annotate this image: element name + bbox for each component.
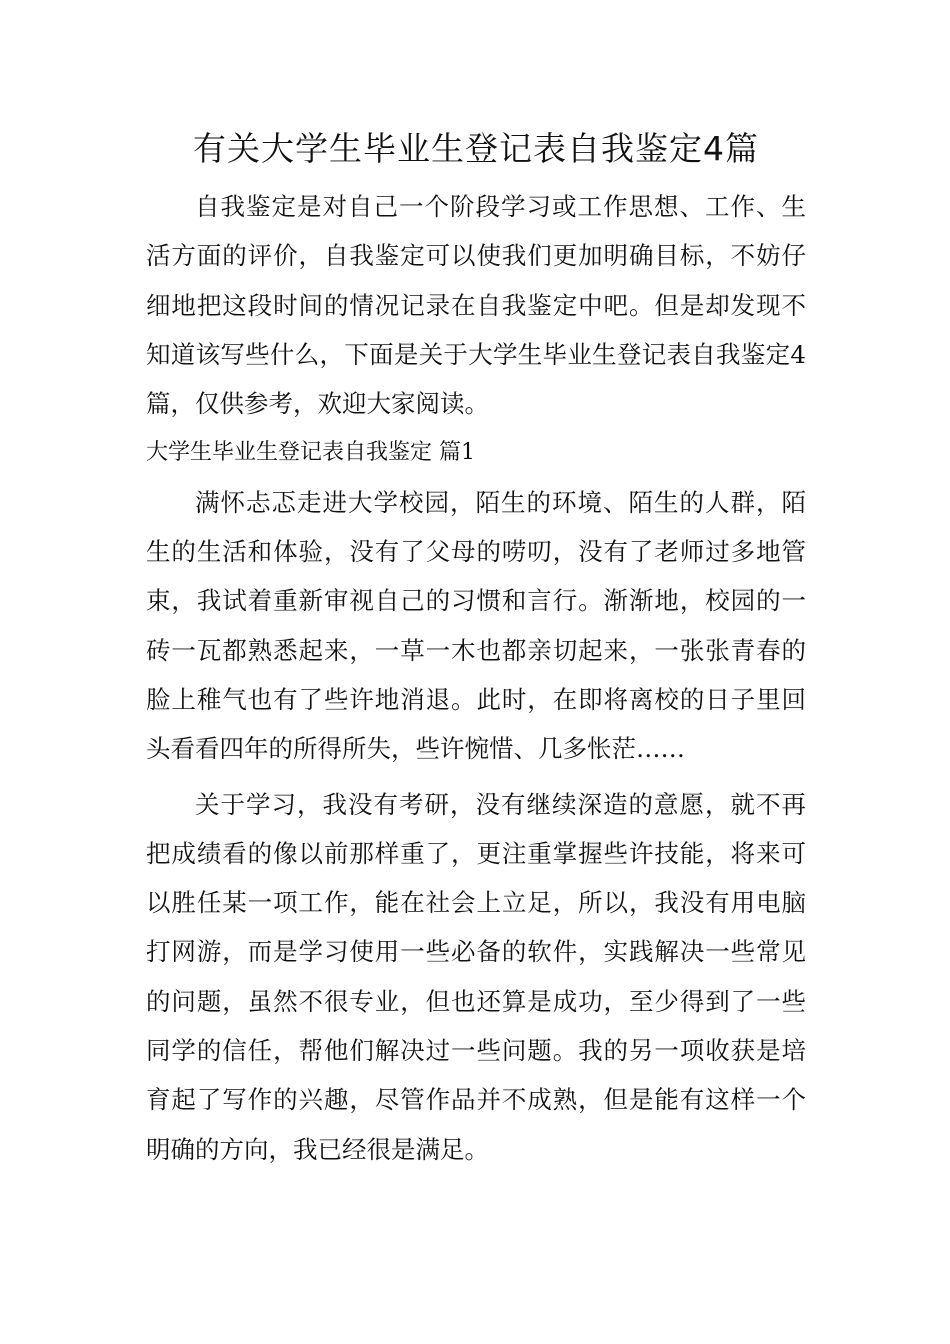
body-paragraph-2: 关于学习，我没有考研，没有继续深造的意愿，就不再把成绩看的像以前那样重了，更注重掌握些许技能，将来可以胜任某一项工作，能在社会上立足，所以，我没有用电脑打网游，而是学习使用一些必备的软件，实践解决一些常见的问题，虽然不很专业，但也还算是成功，至少得到了一些同学的信任，帮他们解决过一些问题。我的另一项收获是培育起了写作的兴趣，尽管作品并不成熟，但是能有这样一个明确的方向，我已经很是满足。 (146, 789, 806, 1164)
document-page (146, 124, 806, 1174)
body-paragraph-1: 满怀忐忑走进大学校园，陌生的环境、陌生的人群，陌生的生活和体验，没有了父母的唠叨，没有了老师过多地管束，我试着重新审视自己的习惯和言行。渐渐地，校园的一砖一瓦都熟悉起来，一草一木也都亲切起来，一张张青春的脸上稚气也有了些许地消退。此时，在即将离校的日子里回头看看四年的所得所失，些许惋惜、几多怅茫…… (146, 487, 806, 764)
intro-paragraph: 自我鉴定是对自己一个阶段学习或工作思想、工作、生活方面的评价，自我鉴定可以使我们更加明确目标，不妨仔细地把这段时间的情况记录在自我鉴定中吧。但是却发现不知道该写些什么，下面是关于大学生毕业生登记表自我鉴定4篇，仅供参考，欢迎大家阅读。 (146, 192, 806, 419)
section-heading: 大学生毕业生登记表自我鉴定 篇1 (146, 440, 475, 466)
document-title: 有关大学生毕业生登记表自我鉴定4篇 (193, 129, 759, 168)
